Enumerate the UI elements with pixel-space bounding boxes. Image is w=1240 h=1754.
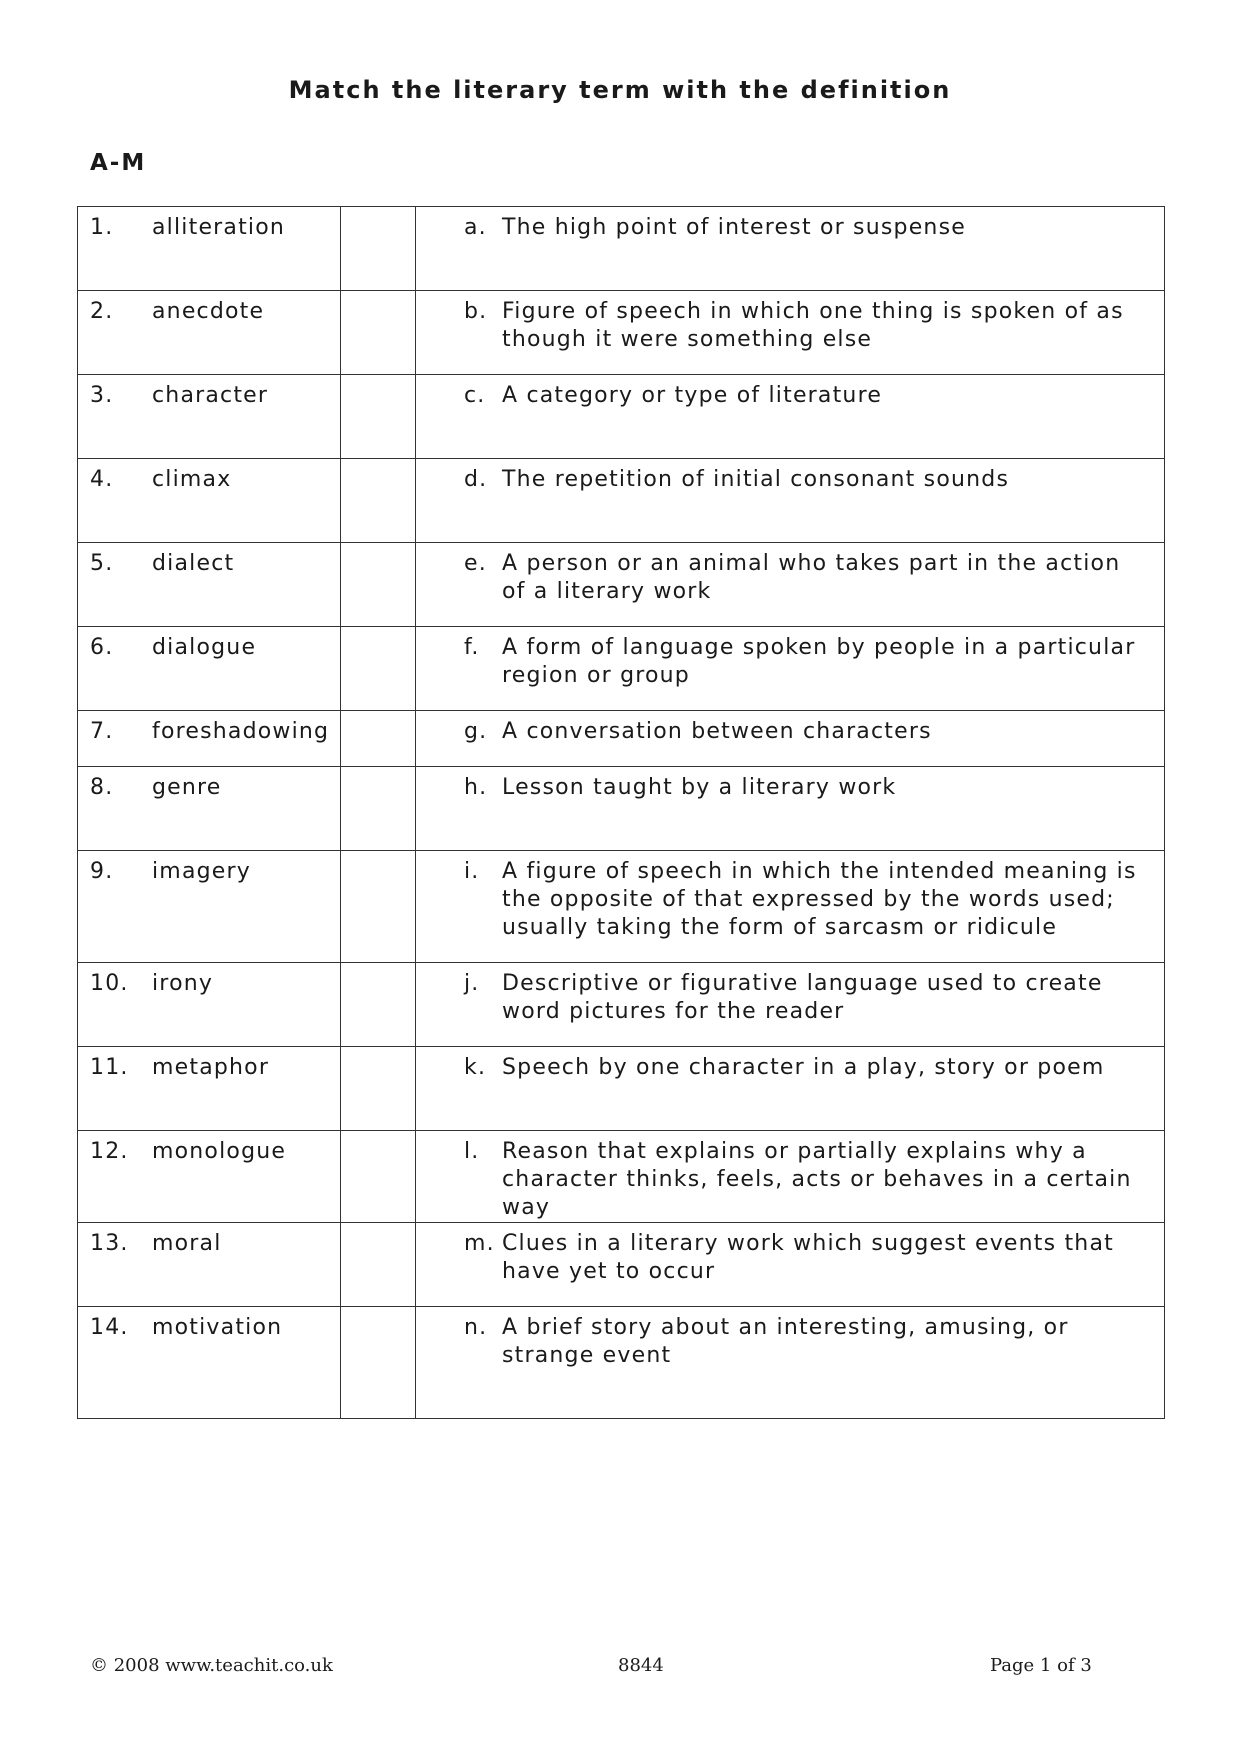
definition-cell xyxy=(416,851,1165,963)
answer-box[interactable] xyxy=(341,1131,416,1223)
definition-letter: n. xyxy=(464,1315,488,1340)
definition-text: A person or an animal who takes part in the action of a literary work xyxy=(502,551,1121,604)
term-number: 5. xyxy=(90,551,114,576)
definition-text: The repetition of initial consonant sounds xyxy=(502,467,1010,492)
term-number: 6. xyxy=(90,635,114,660)
table-row xyxy=(78,291,1165,375)
answer-box[interactable] xyxy=(341,375,416,459)
term-text: motivation xyxy=(152,1315,283,1340)
answer-box[interactable] xyxy=(341,1047,416,1131)
definition-text: A form of language spoken by people in a particular region or group xyxy=(502,635,1136,688)
table-row xyxy=(78,543,1165,627)
table-row xyxy=(78,963,1165,1047)
table-row xyxy=(78,207,1165,291)
definition-letter: m. xyxy=(464,1231,495,1256)
definition-text: The high point of interest or suspense xyxy=(502,215,966,240)
definition-letter: g. xyxy=(464,719,488,744)
definition-letter: j. xyxy=(464,971,480,996)
answer-box[interactable] xyxy=(341,543,416,627)
table-row xyxy=(78,1307,1165,1419)
definition-letter: d. xyxy=(464,467,488,492)
footer-code: 8844 xyxy=(618,1655,664,1676)
term-cell xyxy=(78,1223,341,1307)
term-cell xyxy=(78,291,341,375)
answer-box[interactable] xyxy=(341,459,416,543)
term-text: genre xyxy=(152,775,222,800)
definition-text: Descriptive or figurative language used to create word pictures for the reader xyxy=(502,971,1103,1024)
definition-text: Lesson taught by a literary work xyxy=(502,775,897,800)
definition-cell xyxy=(416,1307,1165,1419)
table-row xyxy=(78,1131,1165,1223)
definition-letter: b. xyxy=(464,299,488,324)
term-number: 13. xyxy=(90,1231,129,1256)
term-cell xyxy=(78,851,341,963)
definition-letter: f. xyxy=(464,635,480,660)
term-cell xyxy=(78,1307,341,1419)
term-text: climax xyxy=(152,467,232,492)
table-row xyxy=(78,627,1165,711)
table-row xyxy=(78,851,1165,963)
answer-box[interactable] xyxy=(341,207,416,291)
answer-box[interactable] xyxy=(341,627,416,711)
definition-cell xyxy=(416,1047,1165,1131)
term-number: 12. xyxy=(90,1139,129,1164)
term-cell xyxy=(78,767,341,851)
definition-cell xyxy=(416,1131,1165,1223)
term-number: 2. xyxy=(90,299,114,324)
definition-text: A category or type of literature xyxy=(502,383,883,408)
definition-letter: h. xyxy=(464,775,488,800)
term-number: 4. xyxy=(90,467,114,492)
definition-letter: c. xyxy=(464,383,486,408)
section-heading: A-M xyxy=(90,150,147,176)
answer-box[interactable] xyxy=(341,963,416,1047)
answer-box[interactable] xyxy=(341,1307,416,1419)
definition-letter: l. xyxy=(464,1139,480,1164)
term-number: 14. xyxy=(90,1315,129,1340)
term-cell xyxy=(78,543,341,627)
term-cell xyxy=(78,1131,341,1223)
term-text: dialogue xyxy=(152,635,257,660)
definition-text: Figure of speech in which one thing is spoken of as though it were something else xyxy=(502,299,1124,352)
definition-text: A figure of speech in which the intended meaning is the opposite of that expressed by the words used; usually taking the form of sarcasm or ridicule xyxy=(502,859,1137,940)
term-number: 1. xyxy=(90,215,114,240)
definition-letter: a. xyxy=(464,215,487,240)
footer-page-number: Page 1 of 3 xyxy=(990,1655,1092,1676)
term-text: moral xyxy=(152,1231,222,1256)
term-text: dialect xyxy=(152,551,235,576)
definition-letter: k. xyxy=(464,1055,487,1080)
term-cell xyxy=(78,627,341,711)
definition-cell xyxy=(416,291,1165,375)
term-text: monologue xyxy=(152,1139,287,1164)
footer-copyright: © 2008 www.teachit.co.uk xyxy=(90,1655,333,1676)
term-text: anecdote xyxy=(152,299,265,324)
term-number: 10. xyxy=(90,971,129,996)
definition-text: A brief story about an interesting, amusing, or strange event xyxy=(502,1315,1069,1368)
table-row xyxy=(78,1047,1165,1131)
definition-cell xyxy=(416,459,1165,543)
table-row xyxy=(78,767,1165,851)
table-row xyxy=(78,711,1165,767)
term-text: character xyxy=(152,383,269,408)
page-title: Match the literary term with the definition xyxy=(288,76,952,104)
answer-box[interactable] xyxy=(341,291,416,375)
term-cell xyxy=(78,207,341,291)
term-number: 7. xyxy=(90,719,114,744)
term-number: 3. xyxy=(90,383,114,408)
definition-cell xyxy=(416,375,1165,459)
matching-table-body xyxy=(78,207,1165,1419)
term-number: 11. xyxy=(90,1055,129,1080)
answer-box[interactable] xyxy=(341,851,416,963)
definition-cell xyxy=(416,711,1165,767)
term-cell xyxy=(78,459,341,543)
table-row xyxy=(78,1223,1165,1307)
term-text: foreshadowing xyxy=(152,719,330,744)
term-text: alliteration xyxy=(152,215,286,240)
definition-text: Reason that explains or partially explains why a character thinks, feels, acts or behaves in a certain way xyxy=(502,1139,1132,1220)
term-number: 8. xyxy=(90,775,114,800)
definition-cell xyxy=(416,627,1165,711)
term-text: metaphor xyxy=(152,1055,270,1080)
term-cell xyxy=(78,963,341,1047)
matching-table xyxy=(77,206,1165,1419)
answer-box[interactable] xyxy=(341,767,416,851)
definition-cell xyxy=(416,963,1165,1047)
definition-letter: i. xyxy=(464,859,480,884)
definition-cell xyxy=(416,207,1165,291)
term-number: 9. xyxy=(90,859,114,884)
definition-cell xyxy=(416,1223,1165,1307)
definition-cell xyxy=(416,767,1165,851)
table-row xyxy=(78,375,1165,459)
table-row xyxy=(78,459,1165,543)
answer-box[interactable] xyxy=(341,711,416,767)
answer-box[interactable] xyxy=(341,1223,416,1307)
definition-text: A conversation between characters xyxy=(502,719,932,744)
definition-letter: e. xyxy=(464,551,487,576)
definition-text: Speech by one character in a play, story or poem xyxy=(502,1055,1105,1080)
term-cell xyxy=(78,711,341,767)
term-text: irony xyxy=(152,971,214,996)
definition-text: Clues in a literary work which suggest events that have yet to occur xyxy=(502,1231,1114,1284)
term-cell xyxy=(78,1047,341,1131)
term-text: imagery xyxy=(152,859,251,884)
definition-cell xyxy=(416,543,1165,627)
term-cell xyxy=(78,375,341,459)
